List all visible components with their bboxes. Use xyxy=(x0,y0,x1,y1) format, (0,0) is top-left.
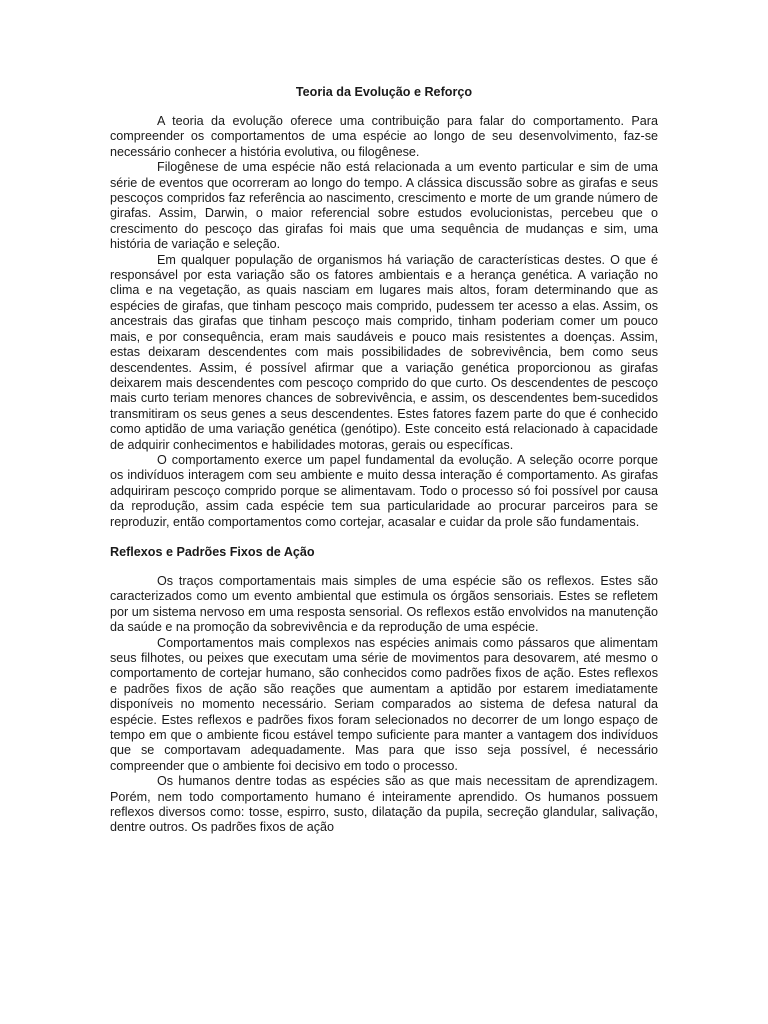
paragraph: Comportamentos mais complexos nas espécies animais como pássaros que alimentam seus filhotes, ou peixes que executam uma série de movimentos para desovarem, até mesmo o comportamento de cortejar humano, são conhecidos como padrões fixos de ação. Estes reflexos e padrões fixos de ação são reações que aumentam a aptidão por estarem imediatamente disponíveis no momento necessário. Seriam comparados ao sistema de defesa natural da espécie. Estes reflexos e padrões fixos foram selecionados no decorrer de um longo espaço de tempo em que o ambiente ficou estável tempo suficiente para manter a vantagem dos indivíduos que se comportavam adequadamente. Mas para que isso seja possível, é necessário compreender que o ambiente foi decisivo em todo o processo. xyxy=(110,635,658,773)
paragraph: O comportamento exerce um papel fundamental da evolução. A seleção ocorre porque os indivíduos interagem com seu ambiente e muito dessa interação é comportamento. As girafas adquiriram pescoço comprido porque se alimentavam. Todo o processo só foi possível por causa da reprodução, assim cada espécie tem sua particularidade ao procurar parceiros para se reproduzir, então comportamentos como cortejar, acasalar e cuidar da prole são fundamentais. xyxy=(110,452,658,529)
paragraph: Os traços comportamentais mais simples de uma espécie são os reflexos. Estes são caracterizados como um evento ambiental que estimula os órgãos sensoriais. Estes se refletem por um sistema nervoso em uma resposta sensorial. Os reflexos estão envolvidos na manutenção da saúde e na promoção da sobrevivência e da reprodução de uma espécie. xyxy=(110,573,658,635)
paragraph: Filogênese de uma espécie não está relacionada a um evento particular e sim de uma série de eventos que ocorreram ao longo do tempo. A clássica discussão sobre as girafas e seus pescoços compridos faz referência ao nascimento, crescimento e morte de um grande número de girafas. Assim, Darwin, o maior referencial sobre estudos evolucionistas, percebeu que o crescimento do pescoço das girafas foi mais que uma sequência de mudanças e sim, uma história de variação e seleção. xyxy=(110,160,658,252)
paragraph: Os humanos dentre todas as espécies são as que mais necessitam de aprendizagem. Porém, nem todo comportamento humano é inteiramente aprendido. Os humanos possuem reflexos diversos como: tosse, espirro, susto, dilatação da pupila, secreção glandular, salivação, dentre outros. Os padrões fixos de ação xyxy=(110,774,658,835)
paragraph: A teoria da evolução oferece uma contribuição para falar do comportamento. Para compreender os comportamentos de uma espécie ao longo de seu desenvolvimento, faz-se necessário conhecer a história evolutiva, ou filogênese. xyxy=(110,114,658,159)
document-title: Teoria da Evolução e Reforço xyxy=(295,85,473,99)
document-body xyxy=(110,84,658,836)
paragraph: Em qualquer população de organismos há variação de características destes. O que é responsável por esta variação são os fatores ambientais e a herança genética. A variação no clima e na vegetação, as quais nasciam em lugares mais altos, foram determinando que as espécies de girafas, que tinham pescoço mais comprido, pudessem ter acesso a elas. Assim, os ancestrais das girafas que tinham pescoço mais comprido, tinham poderiam comer um pouco mais, e por consequência, eram mais saudáveis e pouco mais resistentes a doenças. Assim, estas deixaram descendentes com mais possibilidades de sobrevivência, bem como seus descendentes. Assim, é possível afirmar que a variação genética proporcionou as girafas deixarem mais descendentes com pescoço comprido do que curto. Os descendentes de pescoço mais curto teriam menores chances de sobrevivência, e assim, os descendentes bem-sucedidos transmitiram os seus genes a seus descendentes. Estes fatores fazem parte do que é conhecido como aptidão de uma variação genética (genótipo). Este conceito está relacionado à capacidade de adquirir conhecimentos e habilidades motoras, gerais ou específicas. xyxy=(110,252,658,452)
section-heading: Reflexos e Padrões Fixos de Ação xyxy=(110,544,315,559)
